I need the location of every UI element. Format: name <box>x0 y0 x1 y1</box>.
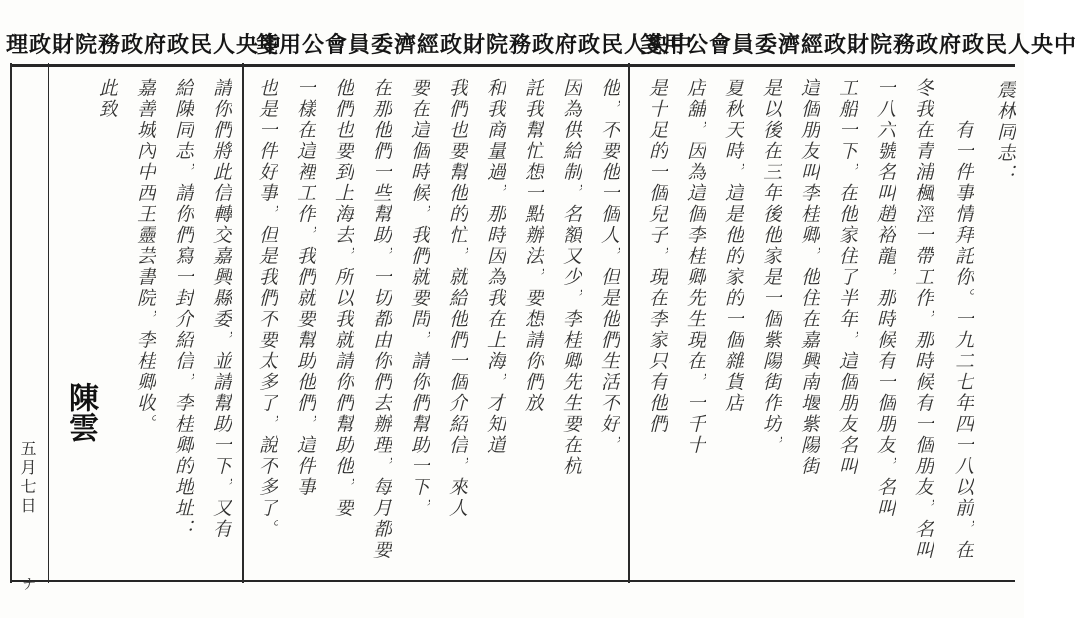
sheet-divider-right <box>628 63 630 583</box>
bottom-rule <box>10 580 1015 582</box>
margin-rule <box>48 63 49 583</box>
handwriting-column: 和我商量過，那時因為我在上海，才知道 <box>484 78 506 456</box>
handwriting-column: 也是一件好事，但是我們不要太多了，說不多了。 <box>256 78 278 540</box>
top-rule <box>10 64 1015 67</box>
sheet-divider-left <box>242 63 244 583</box>
handwriting-column: 是十足的一個兒子，現在李家只有他們 <box>646 78 668 435</box>
handwriting-column: 他，不要他一個人，但是他們生活不好， <box>598 78 620 456</box>
handwriting-column: 要在這個時候，我們就要問，請你們幫助一下， <box>408 78 430 519</box>
handwriting-column: 夏秋天時，這是他的家的一個雜貨店 <box>722 78 744 414</box>
letterhead-fragment-middle: 箋用公會員委濟經政財院務政府政民人央中 <box>256 32 694 58</box>
handwriting-column: 他們也要到上海去，所以我就請你們幫助他，要 <box>332 78 354 519</box>
letterhead-fragment-right: 箋用公會員委濟經政財院務政府政民人央中 <box>640 32 1077 58</box>
handwriting-column: 請你們將此信轉交嘉興縣委，並請幫助一下，又有 <box>210 78 232 540</box>
handwriting-column: 冬我在青浦楓涇一帶工作，那時候有一個朋友，名叫 <box>912 78 934 561</box>
handwriting-column: 有一件事情拜託你。一九二七年四一八以前，在 <box>952 120 974 561</box>
signature: 陳雲 <box>63 382 98 442</box>
handwriting-column: 這個朋友叫李桂卿，他住在嘉興南堰紫陽街 <box>798 78 820 477</box>
handwriting-column: 是以後在三年後他家是一個紫陽街作坊， <box>760 78 782 456</box>
handwriting-column: 一八六號名叫趙裕龍，那時候有一個朋友，名叫 <box>874 78 896 519</box>
handwriting-column: 因為供給制，名額又少，李桂卿先生要在杭 <box>560 78 582 477</box>
handwriting-column: 一樣在這裡工作，我們就要幫助他們，這件事 <box>294 78 316 498</box>
handwriting-column: 在那他們一些幫助，一切都由你們去辦理，每月都要 <box>370 78 392 561</box>
handwriting-column: 震林同志： <box>994 80 1016 185</box>
handwriting-column: 店舖，因為這個李桂卿先生現在，一千十 <box>684 78 706 456</box>
handwriting-column: 我們也要幫他的忙，就給他們一個介紹信，來人 <box>446 78 468 519</box>
left-border <box>10 63 12 583</box>
handwriting-column: 工船一下，在他家住了半年，這個朋友名叫 <box>836 78 858 477</box>
letterhead <box>0 28 1077 62</box>
handwriting-column: 此致 <box>96 78 118 120</box>
date: 五月七日 <box>18 440 37 516</box>
handwriting-column: 給陳同志，請你們寫一封介紹信，李桂卿的地址： <box>172 78 194 540</box>
corner-mark: ナ <box>22 577 36 593</box>
letterhead-fragment-left: 理政財院務政府政民人央中 <box>6 32 283 58</box>
handwriting-column: 託我幫忙想一點辦法，要想請你們放 <box>522 78 544 414</box>
handwriting-column: 嘉善城內中西王靈芸書院，李桂卿收。 <box>134 78 156 435</box>
